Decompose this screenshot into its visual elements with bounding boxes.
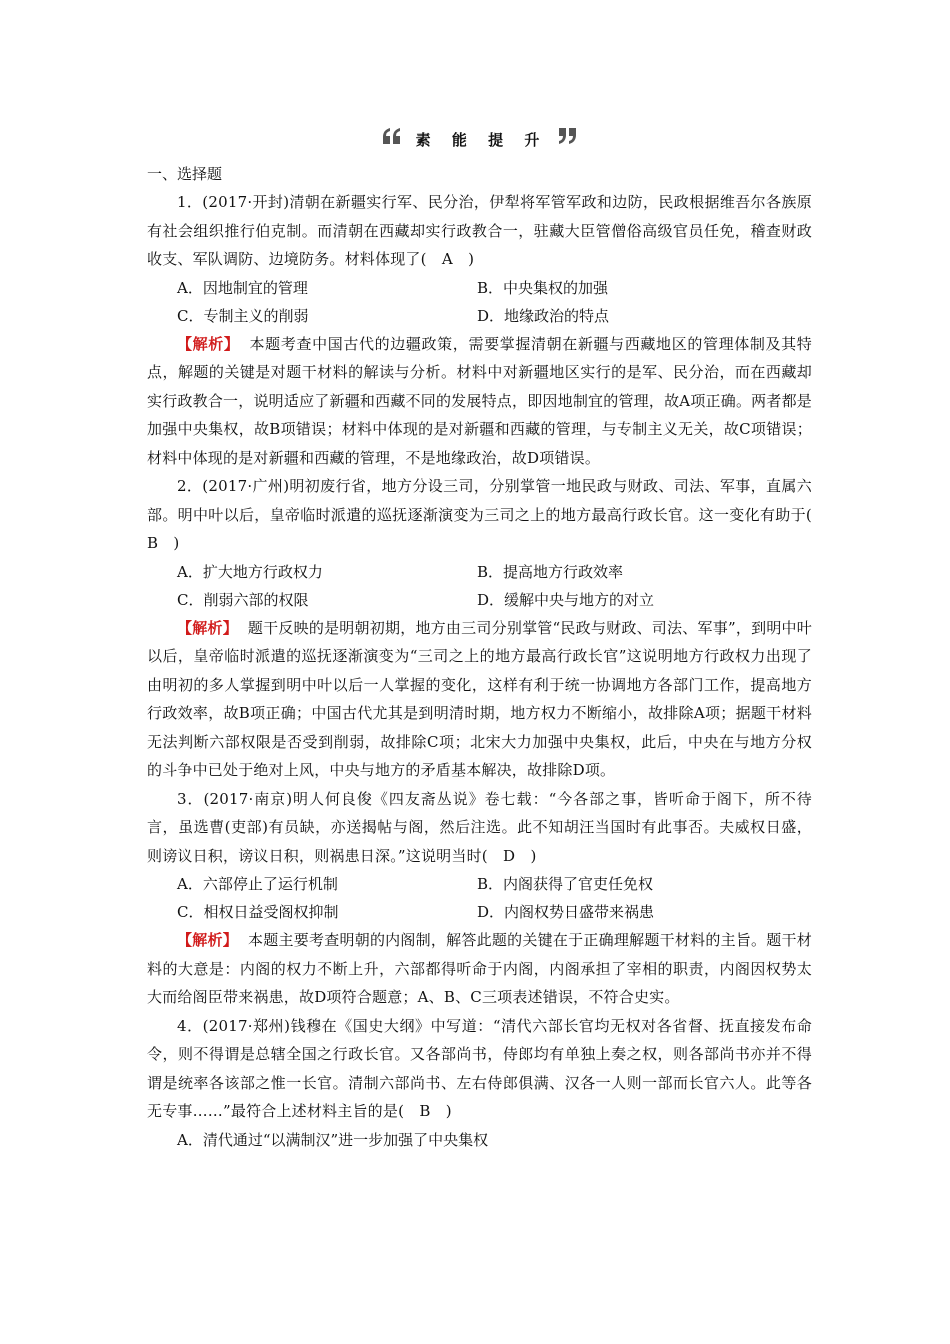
option-row [147, 898, 812, 926]
analysis-paragraph [147, 926, 812, 1012]
analysis-text: 题干反映的是明朝初期，地方由三司分别掌管“民政与财政、司法、军事”，到明中叶以后，皇帝临时派遣的巡抚逐渐演变为“三司之上的地方最高行政长官”这说明地方行政权力出现了由明初的多人掌握到明中叶以后一人掌握的变化，这样有利于统一协调地方各部门工作，提高地方行政效率，故B项正确；中国古代尤其是到明清时期，地方权力不断缩小，故排除A项；据题干材料无法判断六部权限是否受到削弱，故排除C项；北宋大力加强中央集权，此后，中央在与地方分权的斗争中已处于绝对上风，中央与地方的矛盾基本解决，故排除D项。 [147, 618, 812, 779]
analysis-paragraph [147, 614, 812, 785]
analysis-text: 本题主要考查明朝的内阁制，解答此题的关键在于正确理解题干材料的主旨。题干材料的大意是：内阁的权力不断上升，六部都得听命于内阁，内阁承担了宰相的职责，内阁因权势太大而给阁臣带来祸患，故D项符合题意；A、B、C三项表述错误，不符合史实。 [147, 931, 812, 1006]
option-row [147, 1126, 812, 1154]
option-d: D．地缘政治的特点 [477, 306, 610, 325]
question-stem: 2．(2017·广州)明初废行省，地方分设三司，分别掌管一地民政与财政、司法、军事，直属六部。明中叶以后，皇帝临时派遣的巡抚逐渐演变为三司之上的地方最高行政长官。这一变化有助于( B ) [147, 477, 828, 552]
option-c: C．专制主义的削弱 [177, 306, 309, 325]
option-d: D．内阁权势日盛带来祸患 [477, 903, 655, 921]
option-a: A．六部停止了运行机制 [177, 875, 338, 893]
option-a: A．扩大地方行政权力 [177, 562, 323, 581]
question-stem: 1．(2017·开封)清朝在新疆实行军、民分治，伊犁将军管军政和边防，民政根据维吾尔各族原有社会组织推行伯克制。而清朝在西藏却实行政教合一，驻藏大臣管僧俗高级官员任免，稽查财政收支、军队调防、边境防务。材料体现了( A ) [147, 193, 812, 268]
page-title: 素 能 提 升 [415, 131, 548, 149]
analysis-tag: 【解析】 [177, 334, 240, 353]
analysis-text: 本题考查中国古代的边疆政策，需要掌握清朝在新疆与西藏地区的管理体制及其特点，解题的关键是对题干材料的解读与分析。材料中对新疆地区实行的是军、民分治，而在西藏却实行政教合一，说明适应了新疆和西藏不同的发展特点，即因地制宜的管理，故A项正确。两者都是加强中央集权，故B项错误；材料中体现的是对新疆和西藏的管理，与专制主义无关，故C项错误；材料中体现的是对新疆和西藏的管理，不是地缘政治，故D项错误。 [147, 334, 812, 467]
analysis-tag: 【解析】 [177, 618, 238, 637]
option-b: B．提高地方行政效率 [477, 562, 624, 581]
analysis-paragraph [147, 330, 812, 473]
option-a: A．清代通过“以满制汉”进一步加强了中央集权 [177, 1130, 489, 1149]
section-label: 一、选择题 [147, 165, 223, 183]
option-row [147, 302, 812, 330]
option-c: C．削弱六部的权限 [177, 590, 309, 609]
option-d: D．缓解中央与地方的对立 [477, 590, 655, 609]
question-stem: 3．(2017·南京)明人何良俊《四友斋丛说》卷七载：“今各部之事，皆听命于阁下，所不待言，虽选曹(吏部)有员缺，亦送揭帖与阁，然后注选。此不知胡汪当国时有此事否。夫威权日盛，则谤议日积，谤议日积，则祸患日深。”这说明当时( D ) [147, 789, 812, 865]
document-page [147, 118, 828, 1154]
open-quote-icon [381, 119, 403, 161]
section-heading [147, 118, 812, 160]
option-a: A．因地制宜的管理 [177, 278, 308, 297]
option-b: B．中央集权的加强 [477, 278, 609, 297]
option-row [147, 558, 812, 586]
option-row [147, 870, 812, 898]
option-b: B．内阁获得了官吏任免权 [477, 875, 654, 893]
question-stem: 4．(2017·郑州)钱穆在《国史大纲》中写道：“清代六部长官均无权对各省督、抚直接发布命令，则不得谓是总辖全国之行政长官。又各部尚书，侍郎均有单独上奏之权，则各部尚书亦并不得谓是统率各该部之惟一长官。清制六部尚书、左右侍郎俱满、汉各一人则一部而长官六人。此等各无专事……”最符合上述材料主旨的是( B ) [147, 1016, 812, 1120]
option-c: C．相权日益受阁权抑制 [177, 903, 339, 921]
option-row [147, 274, 812, 302]
option-row [147, 586, 812, 614]
close-quote-icon [556, 119, 578, 161]
analysis-tag: 【解析】 [177, 931, 238, 949]
